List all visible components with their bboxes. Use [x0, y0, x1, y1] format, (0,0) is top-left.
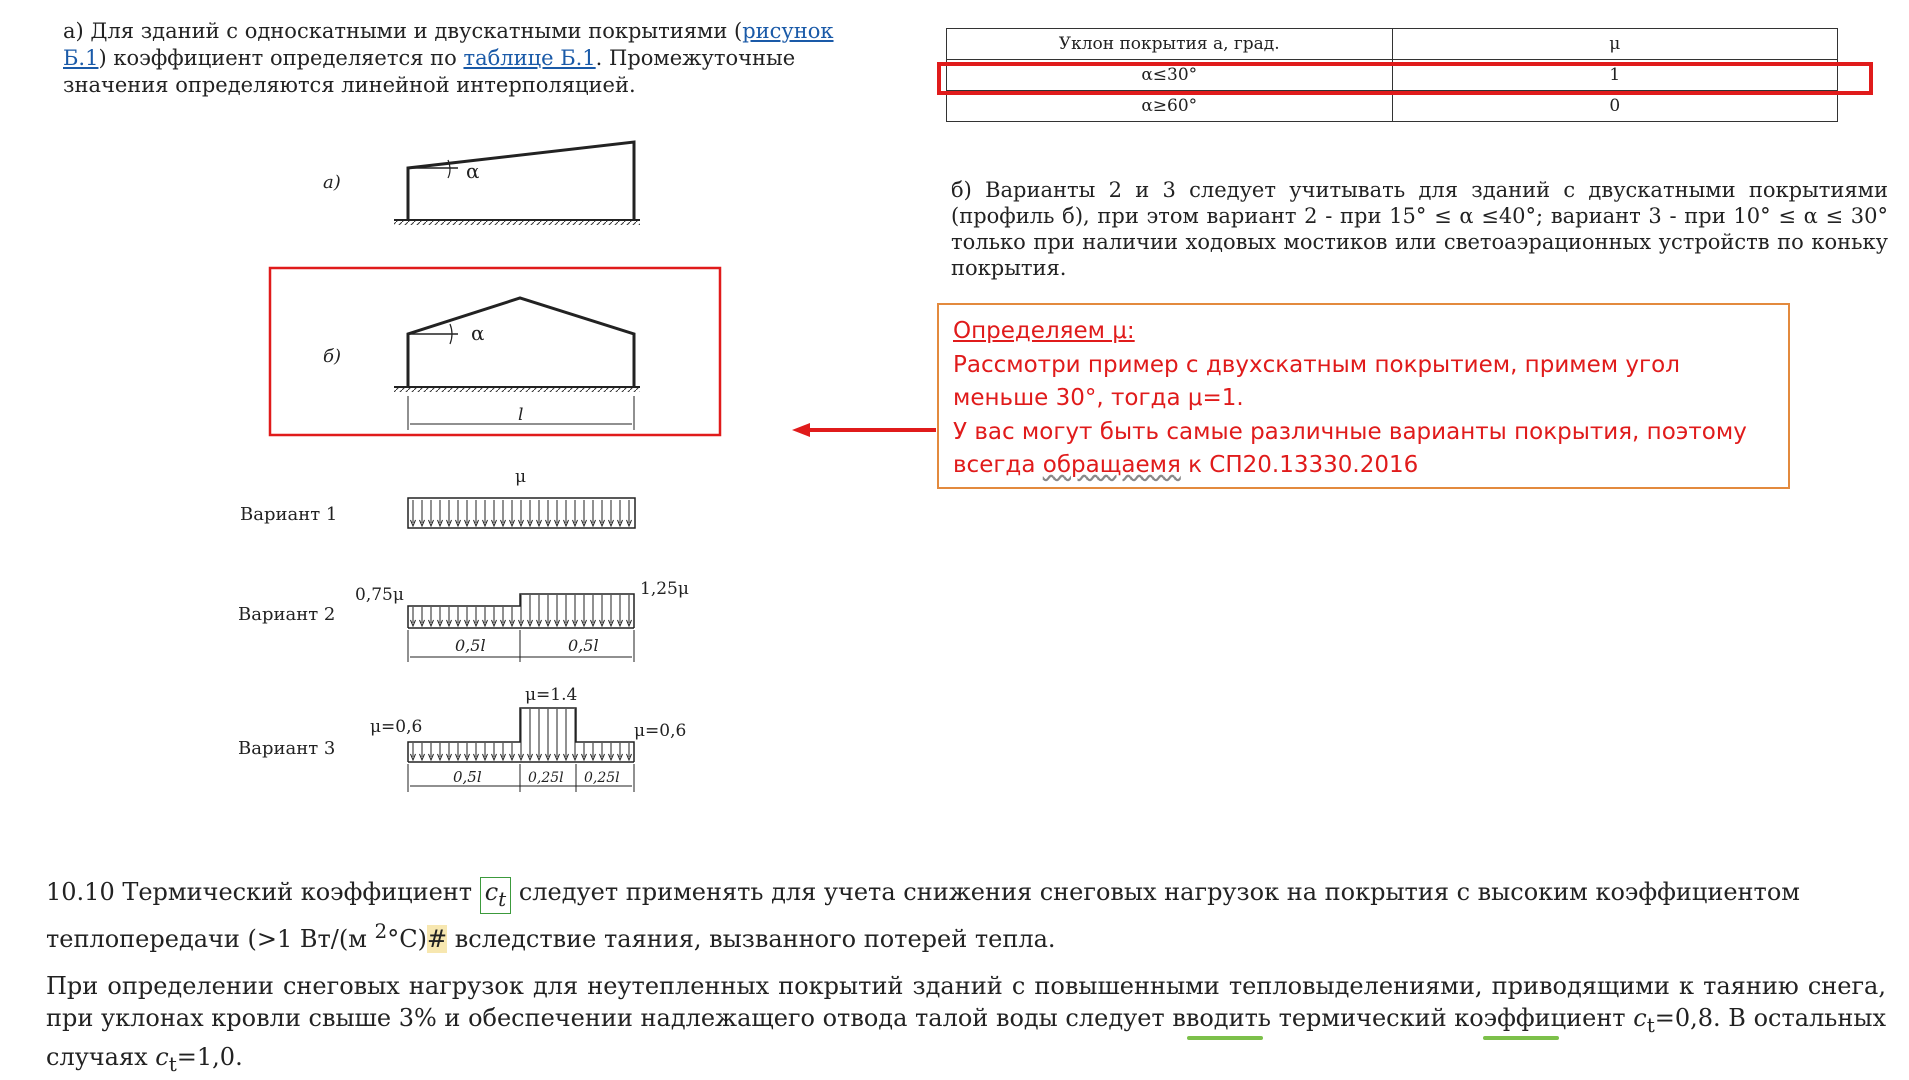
v3-quarter-1: 0,25l: [528, 770, 564, 786]
table-header-slope: Уклон покрытия a, град.: [947, 29, 1393, 60]
variant-1-label: Вариант 1: [240, 504, 338, 525]
ct-symbol: c: [484, 878, 499, 906]
para-a-text: . Промежуточные значения определяются линейной интерполяцией.: [63, 46, 796, 97]
ct-subscript: t: [1646, 1012, 1655, 1037]
v2-half-left: 0,5l: [455, 636, 486, 655]
note-title: Определяем μ:: [953, 318, 1135, 344]
para-a-text: ) коэффициент определяется по: [98, 46, 464, 70]
para-a-text: а) Для зданий с односкатными и двускатными покрытиями (: [63, 19, 743, 43]
ct-value-10: =1,0: [176, 1042, 236, 1071]
paragraph-b: б) Варианты 2 и 3 следует учитывать для зданий с двускатными покрытиями (профиль б), при этом вариант 2 - при 15° ≤ α ≤40°; вариант 3 - при 10° ≤ α ≤ 30° только при наличии ходовых мостиков или светоаэрационных устройств по коньку покрытия.: [951, 178, 1888, 280]
ct-symbol: c: [155, 1042, 169, 1071]
roof-load-diagram: [0, 0, 760, 800]
v2-right-label: 1,25μ: [640, 579, 689, 599]
table-cell: 1: [1392, 60, 1838, 91]
note-line-2: [953, 416, 1774, 483]
annotation-note: [937, 303, 1790, 489]
ct-symbol-highlight: [480, 877, 512, 914]
v3-mid-label: μ=1.4: [525, 685, 578, 705]
variant-3-label: Вариант 3: [238, 738, 336, 759]
p1010-text: °С): [387, 924, 428, 953]
ct-10-underline: [1483, 1036, 1559, 1040]
span-label-l: l: [518, 405, 524, 425]
mu-label-v1: μ: [515, 467, 527, 487]
left-arrow-icon: [790, 420, 940, 440]
pct-text: При определении снеговых нагрузок для неутепленных покрытий зданий с повышенными тепловыделениями, приводящими к таянию снега, при уклонах кровли свыше 3% и обеспечении надлежащего отвода талой воды следует вводить термический коэффициент: [46, 972, 1886, 1032]
superscript-2: 2: [374, 918, 388, 943]
pct-text: . В остальных случаях: [46, 1004, 1886, 1071]
v3-left-label: μ=0,6: [370, 717, 423, 737]
alpha-label-b: α: [471, 321, 485, 345]
variant-2-label: Вариант 2: [238, 604, 336, 625]
label-a: а): [323, 172, 341, 193]
p1010-text: следует применять для учета снижения снеговых нагрузок на покрытия с высоким коэффициентом теплопередачи (>1 Вт/(м: [46, 878, 1800, 953]
paragraph-10-10: [46, 875, 1886, 956]
ct-value-08: =0,8: [1654, 1004, 1714, 1032]
p1010-text: вследствие таяния, вызванного потерей тепла.: [447, 924, 1056, 953]
v2-half-right: 0,5l: [568, 636, 599, 655]
v2-left-label: 0,75μ: [355, 585, 404, 605]
ct-symbol: c: [1633, 1004, 1647, 1032]
v3-quarter-2: 0,25l: [584, 770, 620, 786]
table-cell: α≥60°: [947, 91, 1393, 122]
ct-subscript: t: [498, 886, 507, 911]
paragraph-thermal-coefficient: [46, 970, 1886, 1080]
alpha-label-a: α: [466, 159, 480, 183]
table-row-highlight: [937, 62, 1873, 95]
double-slope-profile: [408, 298, 634, 387]
note-text: У вас могут быть самые различные варианты покрытия, поэтому всегда: [953, 418, 1747, 478]
label-b: б): [323, 346, 342, 367]
hash-mark: #: [427, 924, 448, 953]
figure-b1-link[interactable]: рисунок Б.1: [63, 19, 834, 70]
table-header-mu: μ: [1392, 29, 1838, 60]
ct-08-underline: [1187, 1036, 1263, 1040]
table-row: [947, 91, 1838, 122]
table-cell: α≤30°: [947, 60, 1393, 91]
table-cell: 0: [1392, 91, 1838, 122]
p1010-text: 10.10 Термический коэффициент: [46, 878, 480, 906]
note-text: к СП20.13330.2016: [1180, 452, 1419, 478]
ct-subscript: t: [168, 1051, 177, 1076]
pct-text: .: [235, 1042, 243, 1071]
table-b1-link[interactable]: таблице Б.1: [463, 46, 596, 70]
note-line-1: Рассмотри пример с двухскатным покрытием, примем угол меньше 30°, тогда μ=1.: [953, 351, 1680, 411]
note-misspelled-word: обращаемя: [1042, 452, 1181, 478]
v3-right-label: μ=0,6: [634, 721, 687, 741]
table-header-row: [947, 29, 1838, 60]
v3-half: 0,5l: [453, 768, 482, 786]
single-slope-profile: [408, 142, 634, 220]
